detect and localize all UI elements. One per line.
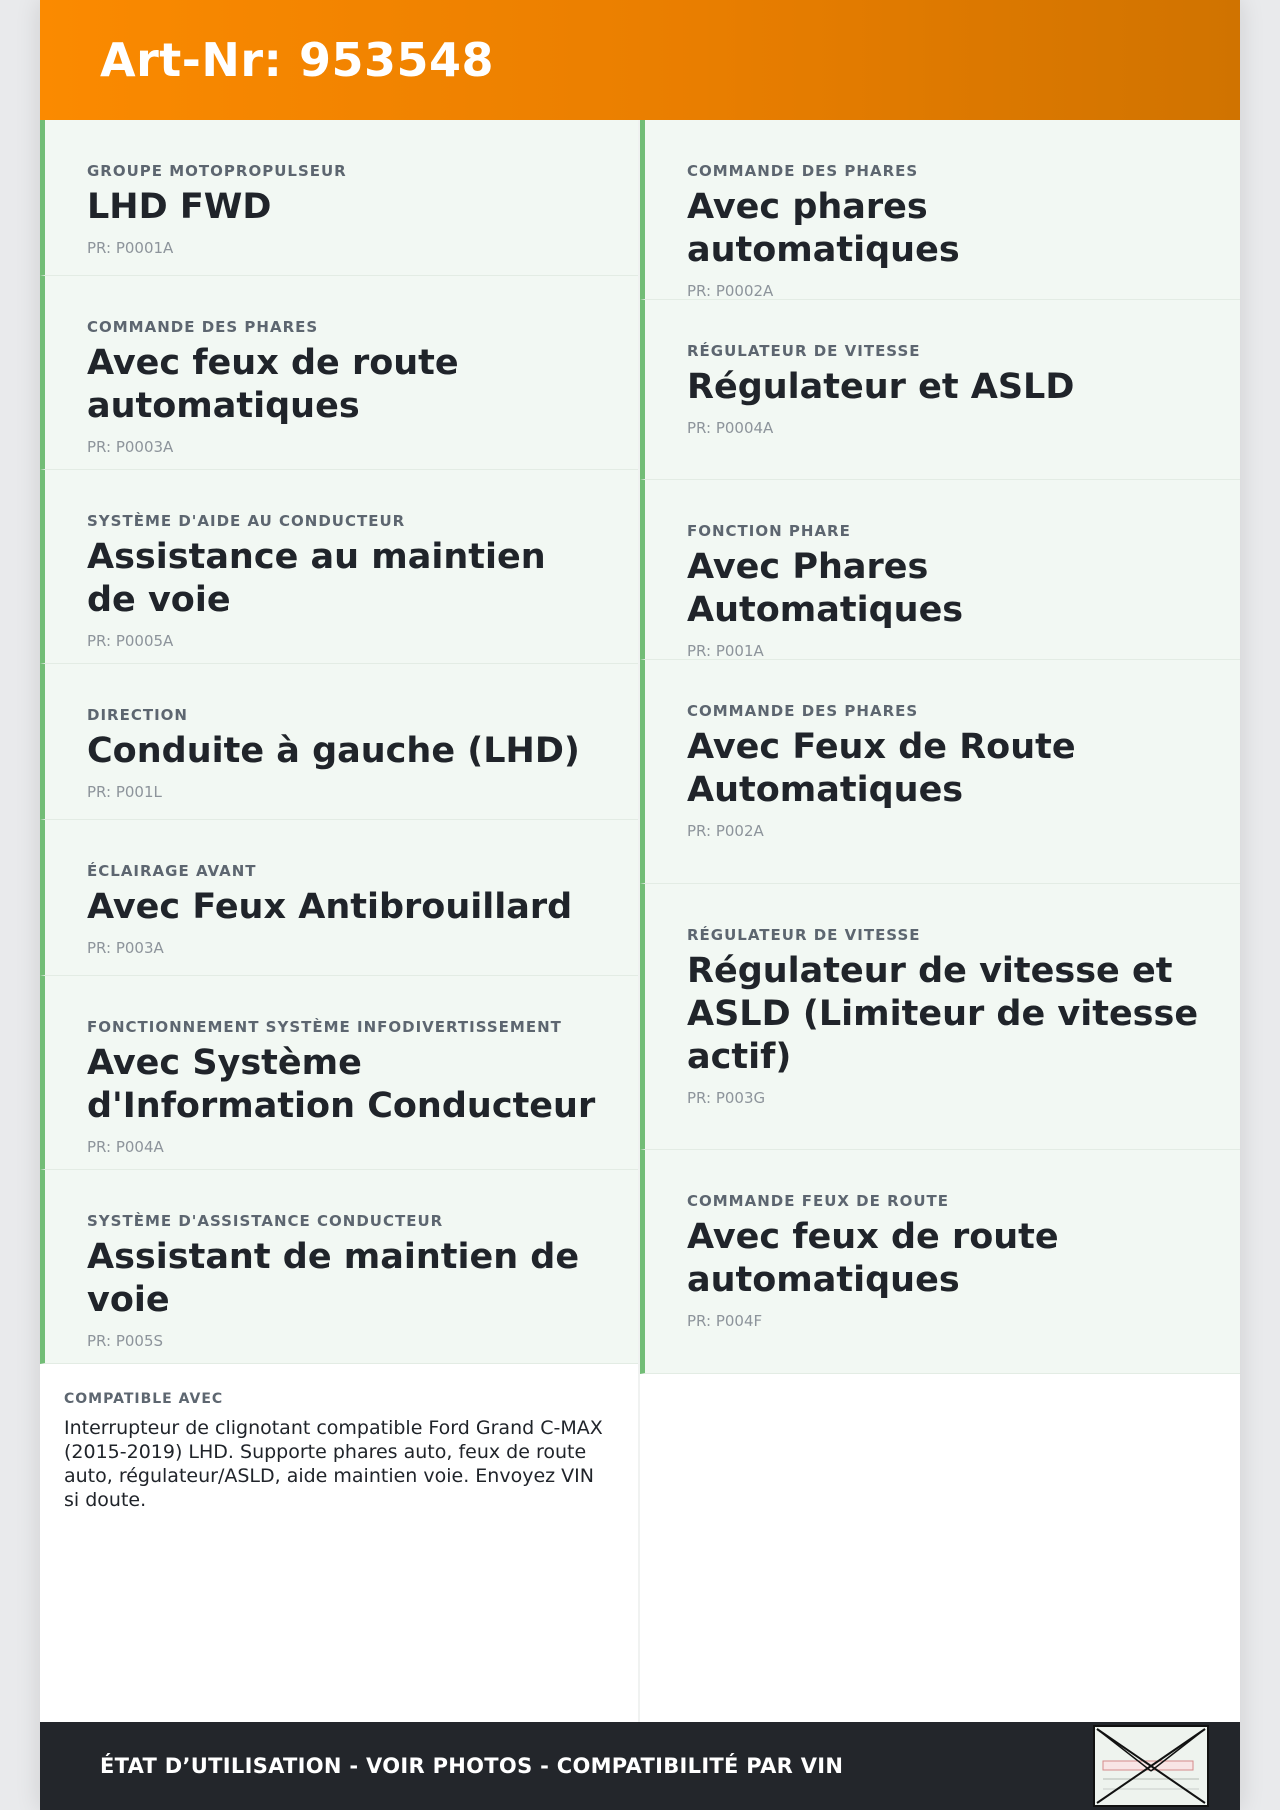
- feature-category: COMMANDE FEUX DE ROUTE: [687, 1192, 950, 1210]
- feature-category: SYSTÈME D'ASSISTANCE CONDUCTEUR: [87, 1212, 444, 1230]
- feature-pr-code: PR: P001A: [687, 642, 764, 660]
- feature-item: [640, 120, 1240, 300]
- feature-category: GROUPE MOTOPROPULSEUR: [87, 162, 347, 180]
- feature-item: [640, 1150, 1240, 1374]
- feature-item: [40, 820, 638, 976]
- feature-item: [40, 976, 638, 1170]
- feature-item: [40, 470, 638, 664]
- product-card: [40, 0, 1240, 1810]
- feature-category: SYSTÈME D'AIDE AU CONDUCTEUR: [87, 512, 406, 530]
- feature-title: Avec feux de route automatiques: [687, 1217, 1059, 1300]
- compatibility-text: Interrupteur de clignotant compatible Ford Grand C-MAX (2015-2019) LHD. Supporte phares auto, feux de route auto, régulateur/ASLD, aide maintien voie. Envoyez VIN si doute.: [64, 1417, 603, 1511]
- header-bar: [40, 0, 1240, 120]
- feature-title: Régulateur de vitesse et ASLD (Limiteur de vitesse actif): [687, 951, 1199, 1077]
- feature-category: COMMANDE DES PHARES: [687, 162, 919, 180]
- right-feature-column: [640, 120, 1240, 1722]
- feature-columns: [40, 120, 1240, 1722]
- feature-pr-code: PR: P002A: [687, 822, 764, 840]
- article-number-title: Art-Nr: 953548: [100, 33, 495, 87]
- feature-pr-code: PR: P001L: [87, 783, 162, 801]
- feature-item: [640, 480, 1240, 660]
- feature-category: RÉGULATEUR DE VITESSE: [687, 926, 921, 944]
- feature-title: Avec Système d'Information Conducteur: [87, 1043, 596, 1126]
- feature-category: COMMANDE DES PHARES: [87, 318, 319, 336]
- feature-title: Assistant de maintien de voie: [87, 1237, 580, 1320]
- feature-item: [40, 120, 638, 276]
- document-photo-thumbnail-icon[interactable]: [1093, 1725, 1209, 1807]
- feature-item: [40, 276, 638, 470]
- feature-title: Régulateur et ASLD: [687, 367, 1075, 407]
- feature-pr-code: PR: P0005A: [87, 632, 174, 650]
- feature-pr-code: PR: P004F: [687, 1312, 763, 1330]
- feature-category: FONCTIONNEMENT SYSTÈME INFODIVERTISSEMENT: [87, 1018, 562, 1036]
- feature-item: [40, 664, 638, 820]
- left-feature-column: [40, 120, 640, 1722]
- compatibility-label: COMPATIBLE AVEC: [64, 1391, 224, 1407]
- feature-item: [640, 300, 1240, 480]
- feature-title: Avec phares automatiques: [687, 187, 960, 270]
- feature-pr-code: PR: P0002A: [687, 282, 774, 300]
- feature-title: Assistance au maintien de voie: [87, 537, 546, 620]
- feature-pr-code: PR: P003A: [87, 939, 164, 957]
- feature-pr-code: PR: P0001A: [87, 239, 174, 257]
- feature-item: [640, 660, 1240, 884]
- feature-item: [640, 884, 1240, 1150]
- feature-pr-code: PR: P004A: [87, 1138, 164, 1156]
- feature-title: Avec Feux Antibrouillard: [87, 887, 573, 927]
- compatibility-section: [40, 1364, 638, 1512]
- footer-condition-text: ÉTAT D’UTILISATION - VOIR PHOTOS - COMPATIBILITÉ PAR VIN: [100, 1754, 844, 1778]
- feature-pr-code: PR: P0003A: [87, 438, 174, 456]
- feature-category: FONCTION PHARE: [687, 522, 851, 540]
- feature-title: Avec Feux de Route Automatiques: [687, 727, 1076, 810]
- feature-pr-code: PR: P003G: [687, 1089, 766, 1107]
- feature-title: Avec Phares Automatiques: [687, 547, 964, 630]
- feature-item: [40, 1170, 638, 1364]
- feature-category: RÉGULATEUR DE VITESSE: [687, 342, 921, 360]
- feature-title: Avec feux de route automatiques: [87, 343, 459, 426]
- feature-title: LHD FWD: [87, 187, 272, 227]
- footer-bar: [40, 1722, 1240, 1810]
- feature-title: Conduite à gauche (LHD): [87, 731, 580, 771]
- feature-category: DIRECTION: [87, 706, 188, 724]
- feature-category: ÉCLAIRAGE AVANT: [87, 862, 257, 880]
- feature-pr-code: PR: P005S: [87, 1332, 164, 1350]
- feature-pr-code: PR: P0004A: [687, 419, 774, 437]
- feature-category: COMMANDE DES PHARES: [687, 702, 919, 720]
